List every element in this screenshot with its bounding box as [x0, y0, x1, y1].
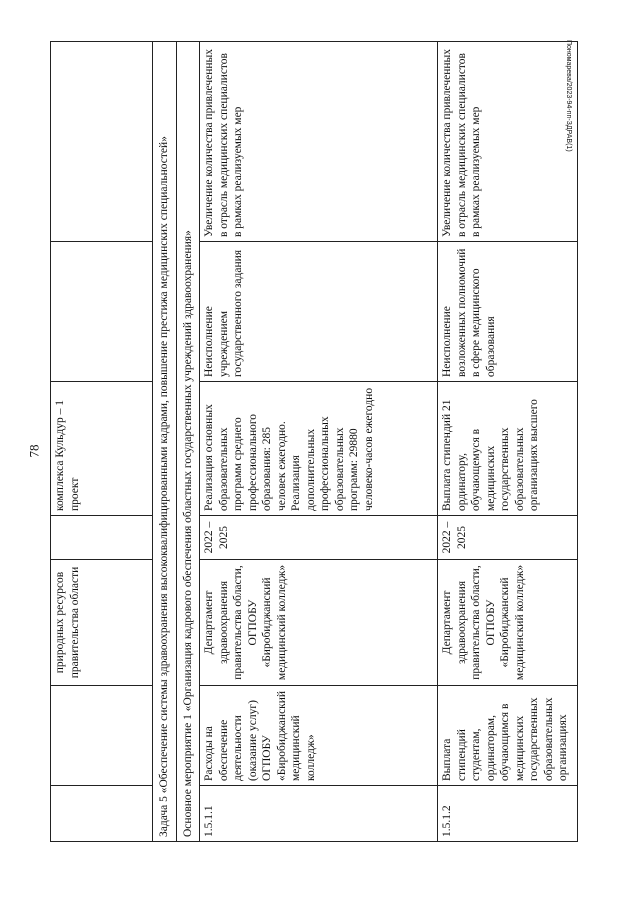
- row-indicator: Увеличение количества привлеченных в отрасль медицинских специалистов в рамках реализуемых мер: [438, 42, 578, 242]
- cell-top-1: [51, 786, 153, 842]
- row-indicator: Увеличение количества привлеченных в отрасль медицинских специалистов в рамках реализуемых мер: [200, 42, 438, 242]
- rotated-table-sheet: [50, 42, 574, 842]
- cell-top-3: природных ресурсов правительства области: [51, 560, 153, 686]
- cell-top-5: комплекса Кульдур – 1 проект: [51, 382, 153, 516]
- row-executor: Департамент здравоохранения правительства области, ОГПОБУ «Биробиджанский медицинский колледж»: [200, 560, 438, 686]
- row-number: 1.5.1.1: [200, 786, 438, 842]
- measure-row: [176, 42, 200, 842]
- row-name: Расходы на обеспечение деятельности (оказание услуг) ОГПОБУ «Биробиджанский медицинский колледж»: [200, 686, 438, 786]
- row-consequence: Неисполнение учреждением государственного задания: [200, 242, 438, 382]
- row-result: Реализация основных образовательных программ среднего профессионального образования: 285 человек ежегодно. Реализация дополнительных профессиональных образовательных программ: 29880 человеко-часов ежегодно: [200, 382, 438, 516]
- measure-heading: Основное мероприятие 1 «Организация кадрового обеспечения областных государственных учреждений здравоохранения»: [176, 42, 200, 842]
- row-consequence: Неисполнение возложенных полномочий в сфере медицинского образования: [438, 242, 578, 382]
- table-row: [438, 42, 578, 842]
- cell-top-7: [51, 42, 153, 242]
- row-number: 1.5.1.2: [438, 786, 578, 842]
- task-row: [153, 42, 177, 842]
- row-years: 2022 – 2025: [200, 516, 438, 560]
- cell-top-2: [51, 686, 153, 786]
- page-number: 78: [26, 444, 42, 458]
- task-heading: Задача 5 «Обеспечение системы здравоохранения высококвалифицированными кадрами, повышение престижа медицинских специальностей»: [153, 42, 177, 842]
- row-executor: Департамент здравоохранения правительства области, ОГПОБУ «Биробиджанский медицинский колледж»: [438, 560, 578, 686]
- row-years: 2022 – 2025: [438, 516, 578, 560]
- table-row: [200, 42, 438, 842]
- program-table: [50, 41, 578, 842]
- row-result: Выплата стипендий 21 ординатору, обучающемуся в медицинских государственных образовательных организациях высшего: [438, 382, 578, 516]
- row-name: Выплата стипендий студентам, ординаторам, обучающимся в медицинских государственных образовательных организациях: [438, 686, 578, 786]
- cell-top-6: [51, 242, 153, 382]
- footer-code: Пономарева/2023-94-пп-ЗДРАВ(1): [565, 40, 572, 152]
- cell-top-4: [51, 516, 153, 560]
- table-row-top: [51, 42, 153, 842]
